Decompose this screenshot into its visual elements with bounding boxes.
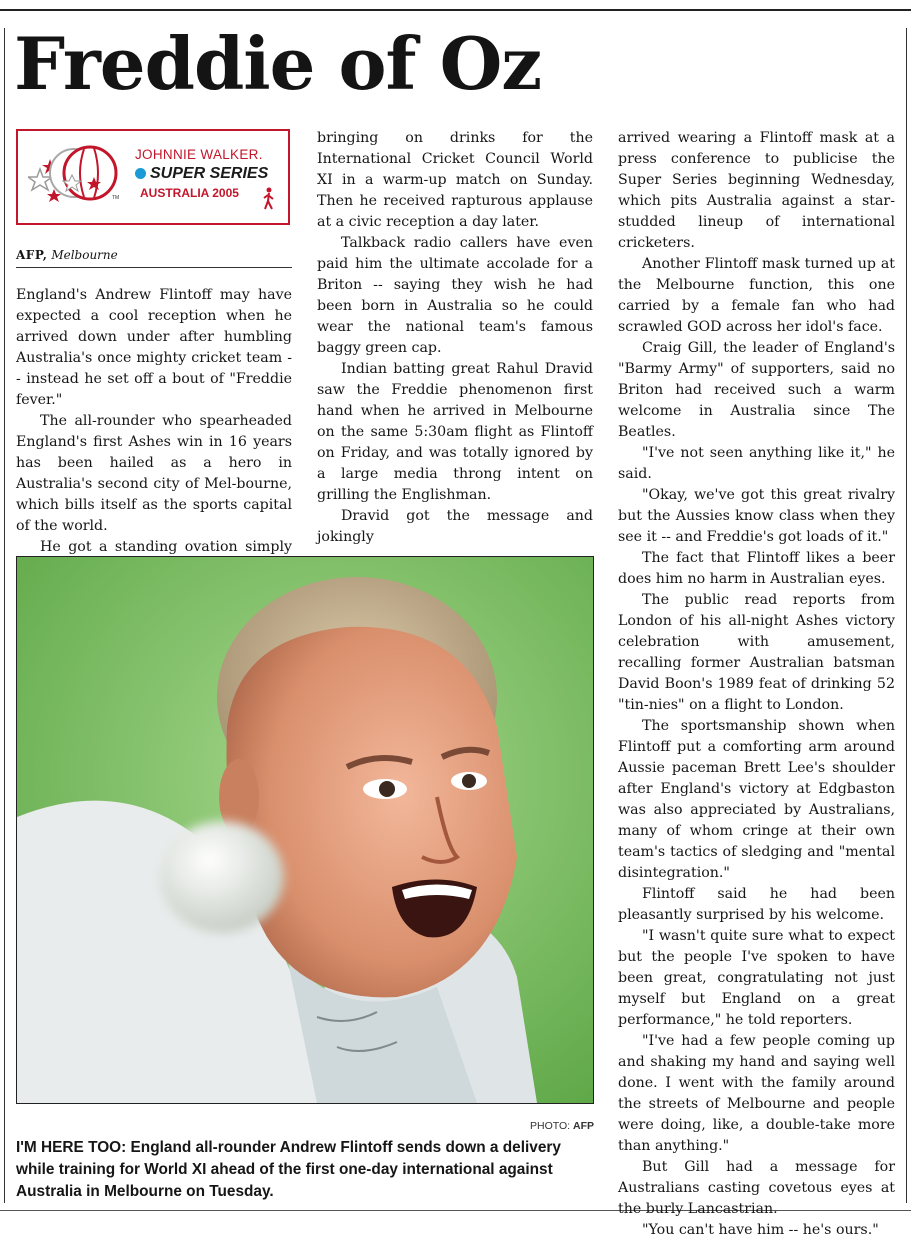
- paragraph: "I've had a few people coming up and shaking my hand and saying well done. I went with the family around the streets of Melbourne and people were doing, like, a double-take more than anything.": [618, 1033, 895, 1154]
- article-column-1: [16, 285, 292, 579]
- paragraph: Flintoff said he had been pleasantly surprised by his welcome.: [618, 886, 895, 923]
- cricket-ball-stars-icon: [28, 139, 132, 215]
- article-column-3: [618, 128, 895, 1241]
- paragraph: He got a standing ovation simply: [40, 539, 292, 555]
- paragraph: Craig Gill, the leader of England's "Barmy Army" of supporters, said no Briton had received such a warm welcome in Australia since The Beatles.: [618, 340, 895, 440]
- dateline: [16, 247, 292, 263]
- article-column-2: [317, 128, 593, 548]
- article-photo: [16, 556, 594, 1104]
- dateline-place: Melbourne: [51, 248, 118, 262]
- dateline-agency: AFP,: [16, 248, 48, 262]
- headline: Freddie of Oz: [14, 21, 542, 106]
- paragraph: "Okay, we've got this great rivalry but the Aussies know class when they see it -- and Freddie's got loads of it.": [618, 487, 895, 545]
- photo-credit-label: PHOTO:: [530, 1120, 571, 1132]
- paragraph: The fact that Flintoff likes a beer does him no harm in Australian eyes.: [618, 550, 895, 587]
- photo-caption: I'M HERE TOO: England all-rounder Andrew Flintoff sends down a delivery while training for World XI ahead of the first one-day international against Australia in Melbourne on Tuesday.: [16, 1139, 561, 1200]
- paragraph: "I've not seen anything like it," he said.: [618, 445, 895, 482]
- paragraph: arrived wearing a Flintoff mask at a press conference to publicise the Super Series beginning Wednesday, which pits Australia against a star-studded lineup of international cricketers.: [618, 130, 895, 251]
- top-rule: [0, 9, 911, 11]
- paragraph: England's Andrew Flintoff may have expected a cool reception when he arrived down under after humbling Australia's once mighty cricket team -- instead he set off a bout of "Freddie fever.": [16, 287, 292, 408]
- paragraph: Dravid got the message and jokingly: [317, 508, 593, 545]
- paragraph: But Gill had a message for Australians casting covetous eyes at the burly Lancastrian.: [618, 1159, 895, 1217]
- logo-country-text: AUSTRALIA 2005: [140, 186, 239, 200]
- striding-man-icon: [262, 187, 276, 211]
- logo-series-text: [135, 165, 268, 183]
- paragraph: "I wasn't quite sure what to expect but the people I've spoken to have been great, congratulating not just myself but England on a great performance," he told reporters.: [618, 928, 895, 1028]
- paragraph: The public read reports from London of his all-night Ashes victory celebration with amusement, recalling former Australian batsman David Boon's 1989 feat of drinking 52 "tin-nies" on a flight to London.: [618, 592, 895, 713]
- paragraph: "You can't have him -- he's ours.": [642, 1222, 879, 1238]
- paragraph: bringing on drinks for the International Cricket Council World XI in a warm-up match on Sunday. Then he received rapturous applause at a civic reception a day later.: [317, 130, 593, 230]
- cricketer-photo-illustration: [17, 557, 593, 1103]
- paragraph: The all-rounder who spearheaded England's first Ashes win in 16 years has been hailed as a hero in Australia's second city of Mel-bourne, which bills itself as the sports capital of the world.: [16, 413, 292, 534]
- paragraph: Indian batting great Rahul Dravid saw the Freddie phenomenon first hand when he arrived in Melbourne on the same 5:30am flight as Flintoff on Friday, and was totally ignored by a large media throng intent on grilling the Englishman.: [317, 361, 593, 503]
- photo-credit: [16, 1120, 594, 1132]
- ball-icon: [135, 168, 146, 179]
- dateline-rule: [16, 267, 292, 268]
- paragraph: Talkback radio callers have even paid him the ultimate accolade for a Briton -- saying they wish he had been born in Australia so he could wear the national team's famous baggy green cap.: [317, 235, 593, 356]
- super-series-logo: [16, 129, 290, 225]
- paragraph: The sportsmanship shown when Flintoff put a comforting arm around Aussie paceman Brett Lee's shoulder after England's victory at Edgbaston was also appreciated by Australians, many of whom cringe at their own team's tactics of sledging and "mental disintegration.": [618, 718, 895, 881]
- logo-series-label: SUPER SERIES: [150, 165, 269, 182]
- logo-brand-text: JOHNNIE WALKER.: [135, 147, 263, 162]
- right-border: [906, 28, 907, 1203]
- paragraph: Another Flintoff mask turned up at the Melbourne function, this one carried by a female fan who had scrawled GOD across her idol's face.: [618, 256, 895, 335]
- svg-text:TM: TM: [112, 195, 120, 201]
- photo-credit-agency: AFP: [573, 1120, 594, 1132]
- left-border: [4, 28, 5, 1203]
